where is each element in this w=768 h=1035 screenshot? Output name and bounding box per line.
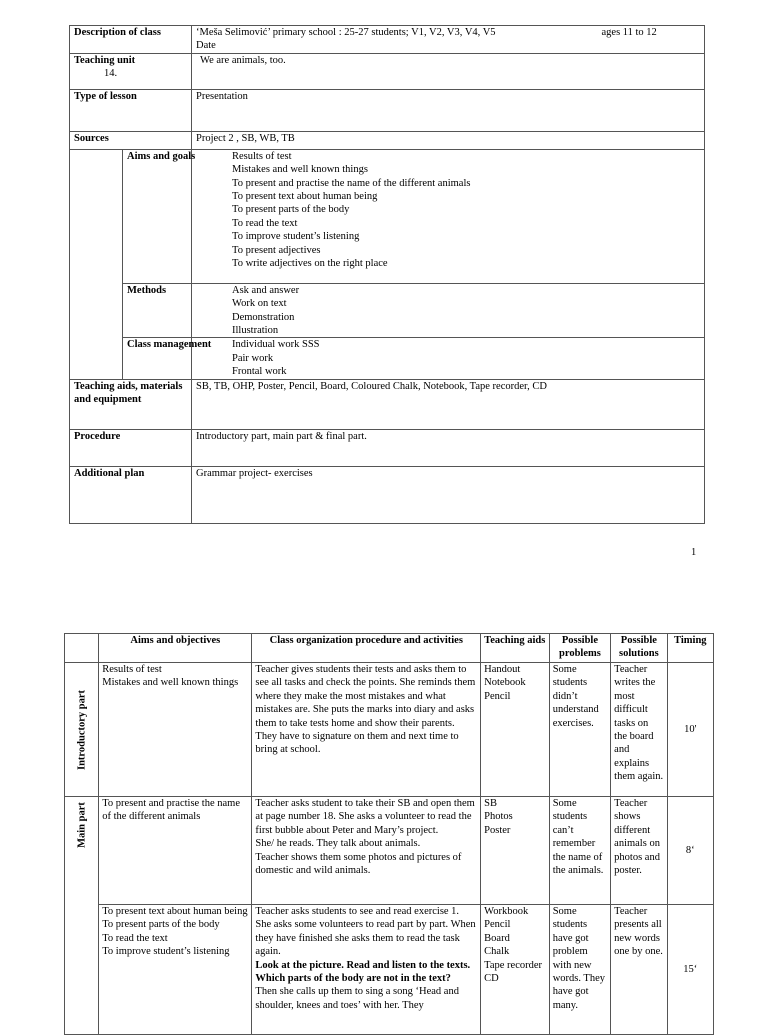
procedure-value: Introductory part, main part & final part. — [192, 429, 705, 466]
activity-header-row — [65, 634, 714, 663]
teaching-unit-text: We are animals, too. — [200, 54, 286, 66]
row-additional-plan — [70, 466, 705, 523]
description-value — [192, 26, 705, 54]
header-timing: Timing — [667, 634, 713, 663]
procedure-label: Procedure — [70, 429, 192, 466]
aid-item: Chalk — [484, 946, 510, 958]
row1-problems: Some students didn’t understand exercises. — [549, 663, 610, 797]
aim-line: To present parts of the body — [102, 919, 220, 931]
methods-label: Methods — [123, 283, 192, 338]
row1-solutions: Teacher writes the most difficult tasks on the board and explains them again. — [611, 663, 667, 797]
activity-row — [65, 905, 714, 1035]
sources-label: Sources — [70, 131, 192, 149]
method-item: Ask and answer — [232, 284, 300, 296]
row-description — [70, 26, 705, 54]
section-introductory-label: Introductory part — [75, 689, 87, 770]
row3-aids — [481, 905, 550, 1035]
row1-aids — [481, 663, 550, 797]
teaching-aids-value: SB, TB, OHP, Poster, Pencil, Board, Coloured Chalk, Notebook, Tape recorder, CD — [192, 379, 705, 429]
class-management-label: Class management — [123, 338, 192, 379]
row2-solutions: Teacher shows different animals on photos and poster. — [611, 797, 667, 905]
row-teaching-aids — [70, 379, 705, 429]
row-class-management — [70, 338, 705, 379]
aim-item: To improve student’s listening — [232, 231, 360, 243]
header-blank — [65, 634, 99, 663]
management-item: Pair work — [232, 352, 274, 364]
date-label: Date — [196, 40, 216, 52]
management-item: Individual work SSS — [232, 339, 320, 351]
aim-item: To present and practise the name of the different animals — [232, 177, 471, 189]
aim-item: Results of test — [232, 150, 292, 162]
row3-procedure — [252, 905, 481, 1035]
aid-item: Poster — [484, 824, 511, 836]
procedure-task: Look at the picture. Read and listen to the texts. Which parts of the body are not in the text? — [255, 959, 471, 985]
page-number: 1 — [691, 547, 697, 558]
teaching-unit-cell — [70, 53, 192, 89]
procedure-end: Then she calls up them to sing a song ‘Head and shoulder, knees and toes’ with her. They — [255, 986, 459, 1011]
header-aims: Aims and objectives — [99, 634, 252, 663]
aims-goals-label: Aims and goals — [123, 149, 192, 283]
teaching-unit-label: Teaching unit — [74, 54, 136, 66]
type-of-lesson-label: Type of lesson — [70, 89, 192, 131]
aid-item: Handout — [484, 664, 521, 675]
header-aids: Teaching aids — [481, 634, 550, 663]
row2-aims: To present and practise the name of the different animals — [99, 797, 252, 905]
aims-goals-list — [192, 149, 705, 283]
activity-row — [65, 663, 714, 797]
methods-list — [192, 283, 705, 338]
teaching-unit-number: 14. — [104, 68, 118, 80]
aid-item: Board — [484, 932, 510, 944]
row-teaching-unit — [70, 53, 705, 89]
aid-item: Photos — [484, 811, 513, 823]
school-text: ‘Meša Selimović’ primary school : 25-27 students; V1, V2, V3, V4, V5 — [196, 27, 496, 38]
row3-aims — [99, 905, 252, 1035]
aim-item: To present adjectives — [232, 244, 321, 256]
teaching-aids-label: Teaching aids, materials and equipment — [70, 379, 192, 429]
method-item: Illustration — [232, 325, 279, 337]
section-introductory — [65, 663, 99, 797]
aim-line: To present text about human being — [102, 906, 248, 917]
sources-value: Project 2 , SB, WB, TB — [192, 131, 705, 149]
blank-left-cell — [70, 149, 123, 379]
row1-procedure: Teacher gives students their tests and asks them to see all tasks and check the points. She reminds them where they make the most mistakes and what mistakes are. She puts the marks into diary and asks them to take tests home and show their parents. They have to signature on them and next time to bring at school. — [252, 663, 481, 797]
aid-item: Tape recorder — [484, 959, 543, 971]
aim-line: Mistakes and well known things — [102, 677, 239, 689]
section-main — [65, 797, 99, 1035]
management-item: Frontal work — [232, 366, 287, 378]
header-procedure: Class organization procedure and activities — [252, 634, 481, 663]
section-main-label: Main part — [75, 802, 87, 848]
description-label: Description of class — [70, 26, 192, 54]
aim-item: To present parts of the body — [232, 204, 350, 216]
row3-problems: Some students have got problem with new words. They have got many. — [549, 905, 610, 1035]
row2-problems: Some students can’t remember the name of the animals. — [549, 797, 610, 905]
aid-item: Pencil — [484, 919, 511, 931]
row-aims-and-goals — [70, 149, 705, 283]
aid-item: CD — [484, 973, 499, 985]
row-procedure — [70, 429, 705, 466]
aid-item: Pencil — [484, 690, 511, 702]
row3-timing: 15‘ — [667, 905, 713, 1035]
procedure-line: Teacher asks student to take their SB and open them at page number 18. She asks a volunteer to read the first bubble about Peter and Mary’s project. — [255, 798, 475, 836]
aim-line: Results of test — [102, 664, 162, 675]
procedure-line: She/ he reads. They talk about animals. — [255, 838, 421, 850]
header-problems: Possible problems — [549, 634, 610, 663]
method-item: Demonstration — [232, 311, 295, 323]
procedure-intro: Teacher asks students to see and read exercise 1. She asks some volunteers to read part by part. When they have finished she asks them to read the task again. — [255, 906, 476, 958]
row3-solutions: Teacher presents all new words one by one. — [611, 905, 667, 1035]
header-solutions: Possible solutions — [611, 634, 667, 663]
aid-item: Workbook — [484, 906, 529, 917]
row1-timing: 10' — [667, 663, 713, 797]
row-sources — [70, 131, 705, 149]
additional-plan-label: Additional plan — [70, 466, 192, 523]
teaching-unit-value — [192, 53, 705, 89]
aid-item: SB — [484, 798, 498, 809]
aim-line: To read the text — [102, 932, 168, 944]
type-of-lesson-value: Presentation — [192, 89, 705, 131]
row2-aids — [481, 797, 550, 905]
ages-text: ages 11 to 12 — [601, 27, 657, 38]
lesson-overview-table — [69, 25, 705, 524]
row2-procedure — [252, 797, 481, 905]
row2-timing: 8‘ — [667, 797, 713, 905]
aid-item: Notebook — [484, 677, 526, 689]
procedure-line: Teacher shows them some photos and pictures of domestic and wild animals. — [255, 851, 462, 877]
aim-item: Mistakes and well known things — [232, 164, 368, 176]
row1-aims — [99, 663, 252, 797]
aim-item: To read the text — [232, 217, 298, 229]
aim-item: To write adjectives on the right place — [232, 258, 388, 270]
aim-item: To present text about human being — [232, 191, 378, 203]
method-item: Work on text — [232, 298, 287, 310]
activity-row — [65, 797, 714, 905]
row-methods — [70, 283, 705, 338]
row-type-of-lesson — [70, 89, 705, 131]
aim-line: To improve student’s listening — [102, 946, 230, 958]
activity-table — [64, 633, 714, 1035]
class-management-list — [192, 338, 705, 379]
additional-plan-value: Grammar project- exercises — [192, 466, 705, 523]
